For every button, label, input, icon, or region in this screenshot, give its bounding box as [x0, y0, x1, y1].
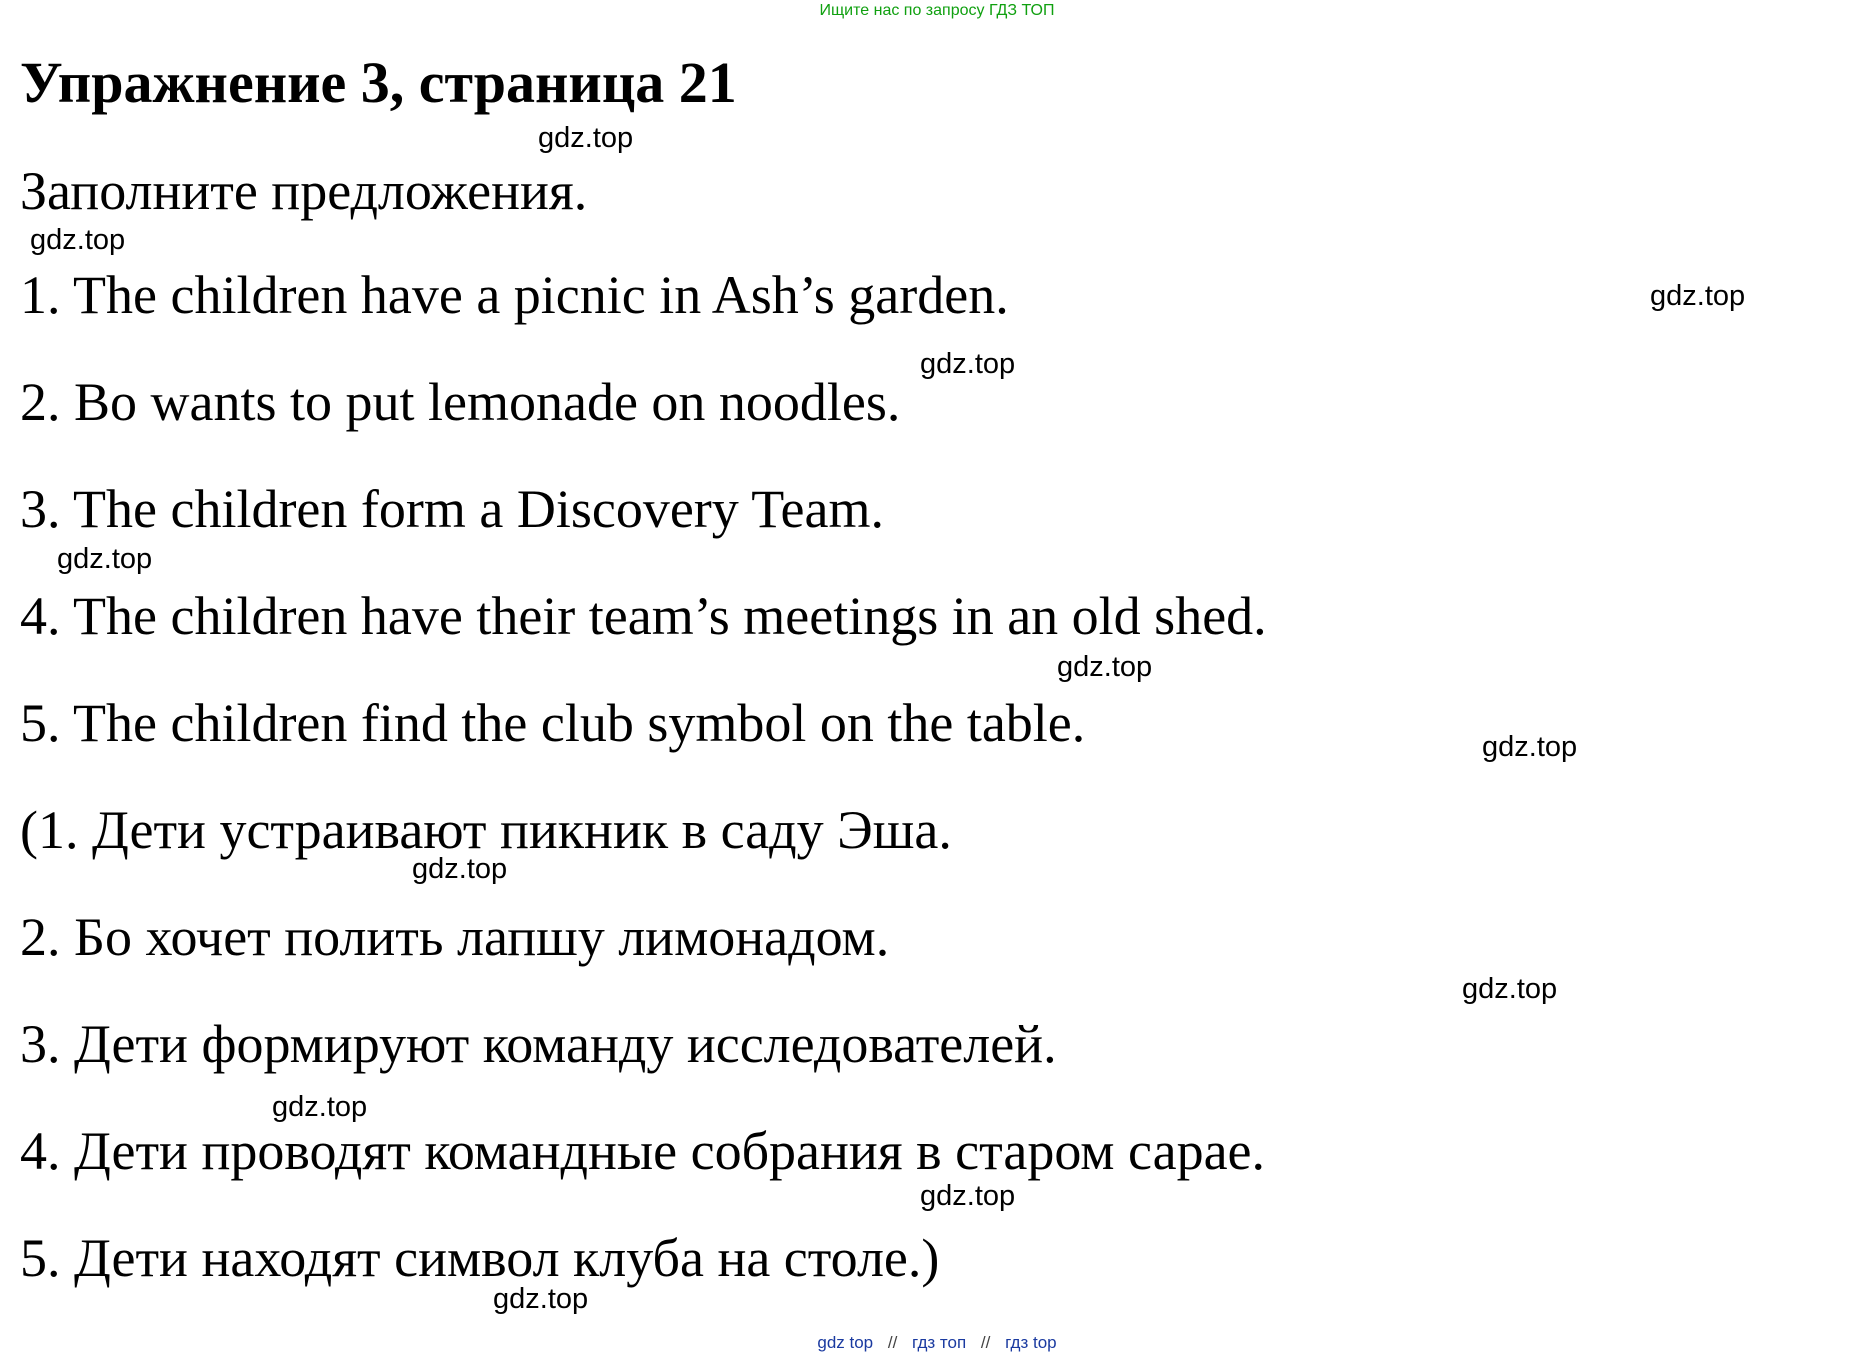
watermark: gdz.top: [1057, 651, 1153, 683]
page-title: Упражнение 3, страница 21: [20, 50, 737, 115]
watermark: gdz.top: [30, 224, 126, 256]
russian-sentence-3: 3. Дети формируют команду исследователей.: [20, 1014, 1057, 1074]
watermark: gdz.top: [412, 853, 508, 885]
footer-separator: //: [887, 1333, 898, 1352]
russian-sentence-4: 4. Дети проводят командные собрания в старом сарае.: [20, 1121, 1266, 1181]
watermark: gdz.top: [57, 543, 153, 575]
watermark: gdz.top: [1462, 973, 1558, 1005]
english-sentence-1: 1. The children have a picnic in Ash’s garden.: [20, 265, 1009, 325]
footer-link-gdz-top-ru[interactable]: гдз топ: [912, 1333, 967, 1352]
footer-links: [0, 1333, 1874, 1353]
watermark: gdz.top: [1650, 280, 1746, 312]
instruction-text: Заполните предложения.: [20, 161, 588, 221]
watermark: gdz.top: [272, 1091, 368, 1123]
watermark: gdz.top: [493, 1283, 589, 1315]
english-sentence-3: 3. The children form a Discovery Team.: [20, 479, 884, 539]
russian-sentence-5: 5. Дети находят символ клуба на столе.): [20, 1228, 940, 1288]
footer-link-gdz-top-mixed[interactable]: гдз top: [1005, 1333, 1057, 1352]
russian-sentence-1: (1. Дети устраивают пикник в саду Эша.: [20, 800, 952, 860]
footer-separator: //: [980, 1333, 991, 1352]
english-sentence-5: 5. The children find the club symbol on the table.: [20, 693, 1086, 753]
english-sentence-4: 4. The children have their team’s meetings in an old shed.: [20, 586, 1267, 646]
watermark: gdz.top: [920, 348, 1016, 380]
russian-sentence-2: 2. Бо хочет полить лапшу лимонадом.: [20, 907, 890, 967]
watermark: gdz.top: [920, 1180, 1016, 1212]
english-sentence-2: 2. Bo wants to put lemonade on noodles.: [20, 372, 901, 432]
watermark: gdz.top: [538, 122, 634, 154]
watermark: gdz.top: [1482, 731, 1578, 763]
footer-link-gdz-top[interactable]: gdz top: [817, 1333, 874, 1352]
top-banner: Ищите нас по запросу ГДЗ ТОП: [819, 2, 1055, 19]
